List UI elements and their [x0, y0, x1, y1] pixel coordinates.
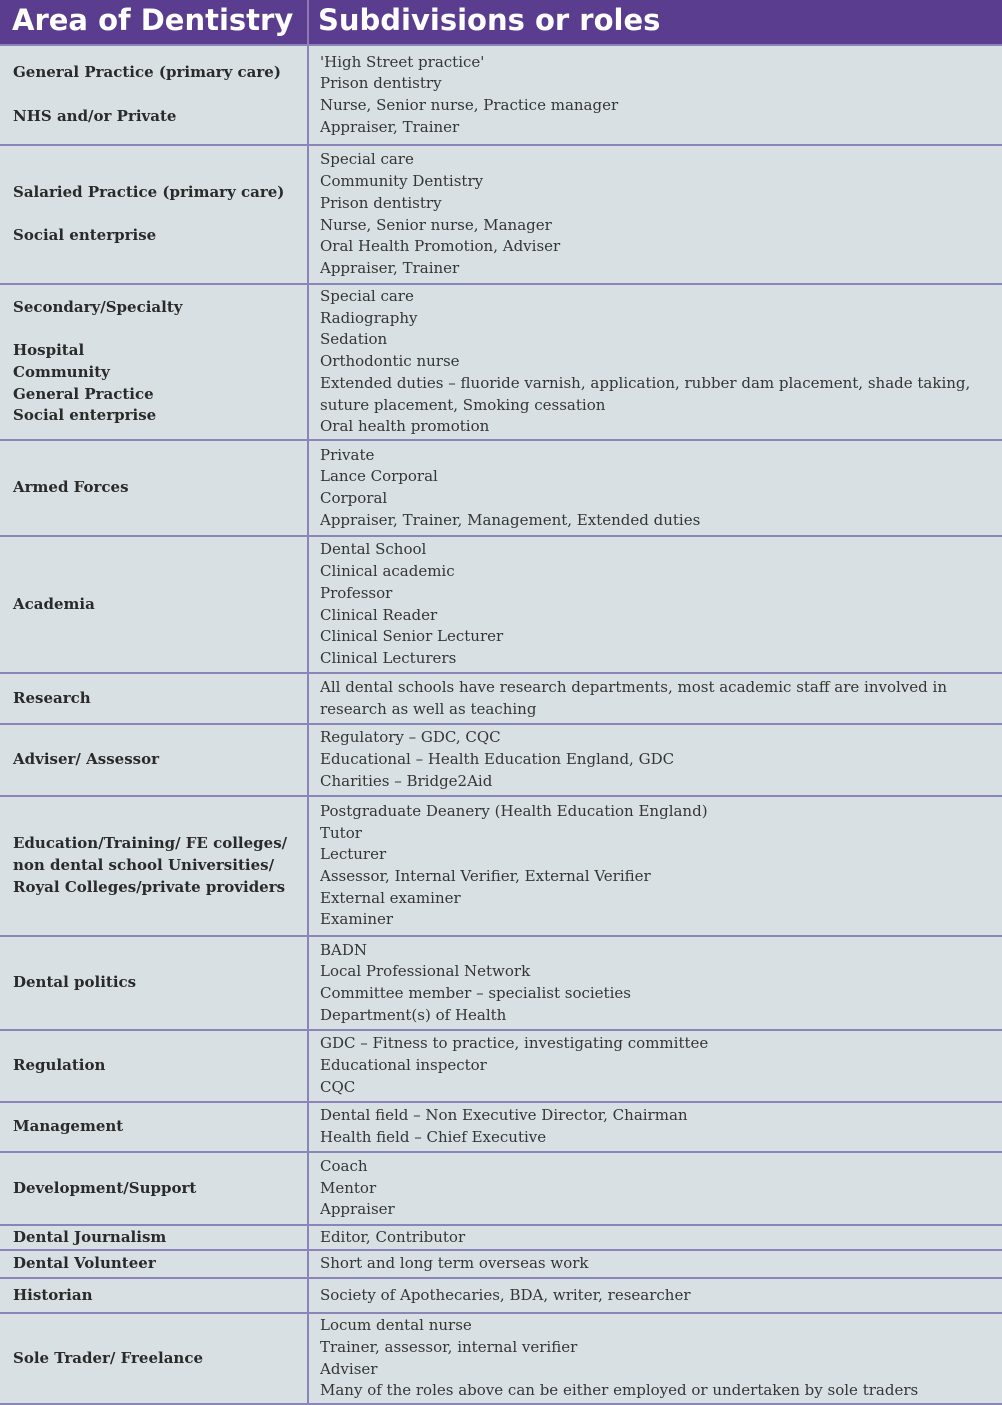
table-row [0, 1249, 1002, 1277]
role-line: Dental field – Non Executive Director, Chairman [320, 1106, 688, 1125]
role-line: Radiography [320, 308, 418, 327]
roles-cell [320, 537, 992, 672]
area-spacer [13, 204, 303, 226]
area-spacer [13, 319, 303, 341]
area-line: General Practice (primary care) [13, 63, 281, 82]
table-row [0, 1151, 1002, 1224]
role-line: Lance Corporal [320, 467, 438, 486]
area-line: Social enterprise [13, 226, 157, 245]
table-row [0, 535, 1002, 672]
column-divider [307, 797, 309, 935]
roles-cell [320, 441, 992, 535]
role-line: Health field – Chief Executive [320, 1128, 547, 1146]
column-divider [307, 937, 309, 1029]
area-line: Research [13, 688, 91, 707]
roles-cell [320, 1314, 992, 1403]
table-row [0, 1277, 1002, 1312]
role-line: Oral Health Promotion, Adviser [320, 237, 561, 256]
role-line: Clinical Lecturers [320, 648, 457, 667]
role-line: Orthodontic nurse [320, 352, 460, 371]
area-cell [13, 1153, 303, 1224]
area-line: Adviser/ Assessor [13, 750, 160, 769]
role-line: Local Professional Network [320, 962, 531, 981]
role-line: Short and long term overseas work [320, 1254, 589, 1273]
role-line: Tutor [320, 823, 362, 842]
table-row [0, 723, 1002, 795]
area-line: Historian [13, 1285, 93, 1304]
role-line: Oral health promotion [320, 417, 490, 436]
role-line: External examiner [320, 888, 461, 907]
role-line: Department(s) of Health [320, 1005, 507, 1024]
role-line: Appraiser [320, 1200, 395, 1219]
table-header [0, 0, 1002, 44]
column-divider [307, 1103, 309, 1151]
table-row [0, 144, 1002, 283]
role-line: Society of Apothecaries, BDA, writer, researcher [320, 1285, 691, 1304]
area-line: Secondary/Specialty [13, 297, 183, 316]
area-line: Development/Support [13, 1178, 197, 1197]
role-line: Assessor, Internal Verifier, External Verifier [320, 867, 651, 885]
role-line: Professor [320, 583, 393, 602]
role-line: Private [320, 445, 375, 464]
table-row [0, 283, 1002, 439]
role-line: Nurse, Senior nurse, Practice manager [320, 96, 619, 114]
roles-cell [320, 674, 992, 723]
role-line: Examiner [320, 910, 394, 929]
table-row [0, 1101, 1002, 1151]
role-line: Educational inspector [320, 1056, 487, 1075]
role-line: Trainer, assessor, internal verifier [320, 1337, 578, 1356]
area-line: Social enterprise [13, 406, 157, 425]
role-line: Adviser [320, 1359, 378, 1378]
table-row [0, 672, 1002, 723]
role-line: Many of the roles above can be either employed or undertaken by sole traders [320, 1381, 919, 1400]
area-cell [13, 441, 303, 535]
column-divider [307, 1226, 309, 1249]
column-divider [307, 725, 309, 795]
role-line: Mentor [320, 1178, 377, 1197]
roles-cell [320, 1153, 992, 1224]
roles-cell [320, 937, 992, 1029]
column-divider [307, 1153, 309, 1224]
roles-cell [320, 797, 992, 935]
area-cell [13, 1226, 303, 1249]
role-line: Special care [320, 287, 414, 306]
area-line: Community [13, 362, 110, 381]
table-row [0, 795, 1002, 935]
roles-cell [320, 725, 992, 795]
role-line: Clinical Reader [320, 605, 438, 624]
table-row [0, 1312, 1002, 1403]
table-row [0, 44, 1002, 144]
area-cell [13, 1279, 303, 1312]
header-roles: Subdivisions or roles [318, 3, 661, 37]
roles-cell [320, 285, 992, 439]
role-line: Lecturer [320, 845, 387, 864]
role-line: Clinical Senior Lecturer [320, 627, 504, 646]
role-line: CQC [320, 1077, 356, 1096]
area-cell [13, 725, 303, 795]
role-line: Editor, Contributor [320, 1227, 466, 1246]
area-cell [13, 285, 303, 439]
area-line: Sole Trader/ Freelance [13, 1348, 204, 1367]
area-line: Academia [13, 594, 95, 613]
area-line: Armed Forces [13, 478, 129, 497]
role-line: 'High Street practice' [320, 52, 485, 71]
role-line: Community Dentistry [320, 172, 484, 191]
area-cell [13, 1103, 303, 1151]
area-spacer [13, 84, 303, 106]
table-row [0, 439, 1002, 535]
area-line: NHS and/or Private [13, 106, 177, 125]
area-cell [13, 674, 303, 723]
roles-cell [320, 1103, 992, 1151]
column-divider [307, 441, 309, 535]
area-cell [13, 797, 303, 935]
role-line: Postgraduate Deanery (Health Education England) [320, 801, 708, 820]
table-row [0, 1224, 1002, 1249]
role-line: Clinical academic [320, 562, 455, 581]
role-line: Educational – Health Education England, GDC [320, 750, 675, 769]
header-area: Area of Dentistry [12, 3, 294, 37]
column-divider [307, 674, 309, 723]
column-divider [307, 1279, 309, 1312]
column-divider [307, 146, 309, 283]
role-line: Corporal [320, 489, 388, 507]
header-divider [307, 0, 309, 44]
roles-cell [320, 1251, 992, 1277]
area-cell [13, 1251, 303, 1277]
role-line: Committee member – specialist societies [320, 984, 631, 1002]
area-line: General Practice [13, 384, 154, 403]
area-line: Regulation [13, 1056, 106, 1075]
column-divider [307, 1314, 309, 1403]
roles-cell [320, 1279, 992, 1312]
role-line: Special care [320, 150, 414, 169]
role-line: BADN [320, 940, 368, 959]
role-line: Coach [320, 1156, 368, 1175]
roles-cell [320, 146, 992, 283]
table-row [0, 1029, 1002, 1101]
column-divider [307, 1251, 309, 1277]
area-cell [13, 1031, 303, 1101]
role-line: Appraiser, Trainer, Management, Extended duties [320, 510, 701, 529]
role-line: Nurse, Senior nurse, Manager [320, 215, 552, 234]
roles-cell [320, 1226, 992, 1249]
role-line: Sedation [320, 330, 388, 349]
area-cell [13, 537, 303, 672]
role-line: Extended duties – fluoride varnish, application, rubber dam placement, shade taking, suture placement, Smoking cessation [320, 373, 971, 414]
role-line: Appraiser, Trainer [320, 258, 460, 277]
role-line: GDC – Fitness to practice, investigating committee [320, 1034, 709, 1053]
area-cell [13, 937, 303, 1029]
column-divider [307, 1031, 309, 1101]
area-line: Dental politics [13, 973, 137, 992]
area-line: Dental Volunteer [13, 1254, 156, 1273]
role-line: Prison dentistry [320, 193, 442, 212]
role-line: Regulatory – GDC, CQC [320, 728, 501, 747]
role-line: Prison dentistry [320, 74, 442, 93]
area-line: Salaried Practice (primary care) [13, 182, 285, 201]
role-line: All dental schools have research departments, most academic staff are involved in research as well as teaching [320, 677, 947, 718]
area-line: Education/Training/ FE colleges/ non dental school Universities/ Royal Colleges/private providers [13, 834, 288, 896]
area-cell [13, 146, 303, 283]
role-line: Appraiser, Trainer [320, 117, 460, 136]
area-line: Dental Journalism [13, 1227, 167, 1246]
roles-cell [320, 1031, 992, 1101]
column-divider [307, 46, 309, 144]
area-line: Hospital [13, 341, 85, 360]
role-line: Charities – Bridge2Aid [320, 771, 493, 790]
role-line: Locum dental nurse [320, 1316, 472, 1335]
roles-cell [320, 46, 992, 144]
table-row [0, 935, 1002, 1029]
area-cell [13, 1314, 303, 1403]
column-divider [307, 537, 309, 672]
area-line: Management [13, 1117, 124, 1136]
column-divider [307, 285, 309, 439]
role-line: Dental School [320, 540, 427, 559]
area-cell [13, 46, 303, 144]
